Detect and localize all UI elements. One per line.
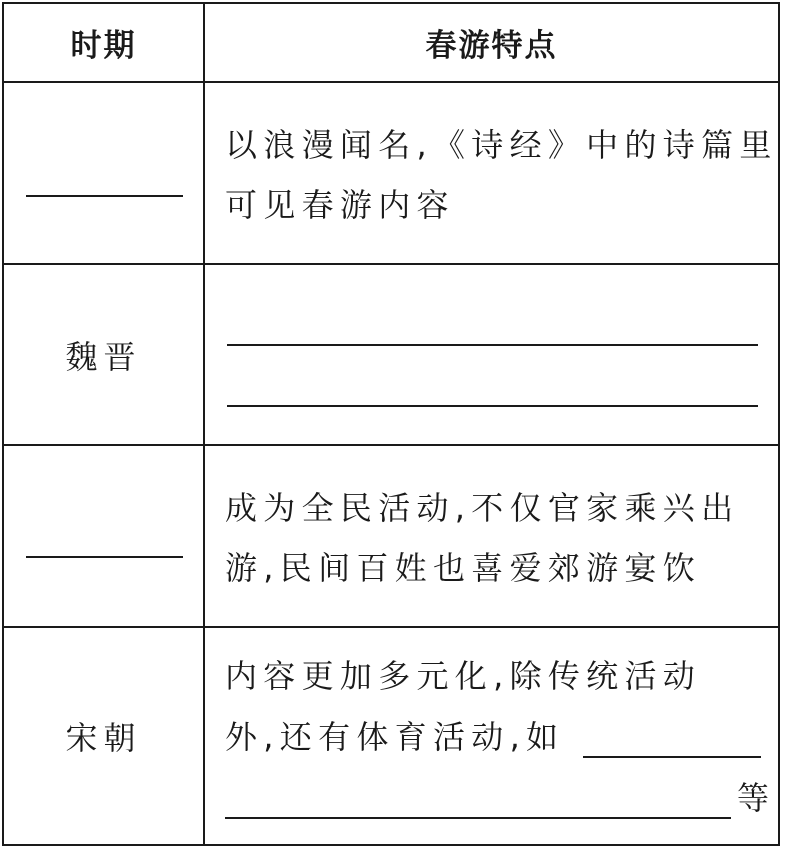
row1-period-cell <box>4 83 205 265</box>
header-period: 时期 <box>4 4 205 83</box>
row4-period-cell: 宋朝 <box>4 628 205 844</box>
feature-text-line: 外,还有体育活动,如 <box>225 718 565 756</box>
answer-blank-line <box>225 817 731 819</box>
row3-period-cell <box>4 446 205 628</box>
period-blank-line <box>26 556 183 558</box>
feature-text-line: 以浪漫闻名,《诗经》中的诗篇里 <box>225 126 778 164</box>
row4-features-cell <box>205 628 778 844</box>
feature-blank-line <box>227 344 758 346</box>
row1-features-cell <box>205 83 778 265</box>
row2-features-cell <box>205 265 778 446</box>
feature-blank-line <box>227 405 758 407</box>
row2-period-cell: 魏晋 <box>4 265 205 446</box>
feature-text-line: 可见春游内容 <box>225 186 455 224</box>
answer-blank-line <box>583 756 761 758</box>
feature-text-line-end: 等 <box>737 779 776 817</box>
feature-text-line: 成为全民活动,不仅官家乘兴出 <box>225 489 740 527</box>
period-blank-line <box>26 195 183 197</box>
header-features: 春游特点 <box>205 4 778 83</box>
spring-outing-table <box>2 2 780 846</box>
row3-features-cell <box>205 446 778 628</box>
feature-text-line: 游,民间百姓也喜爱郊游宴饮 <box>225 549 702 587</box>
feature-text-line: 内容更加多元化,除传统活动 <box>225 657 702 695</box>
